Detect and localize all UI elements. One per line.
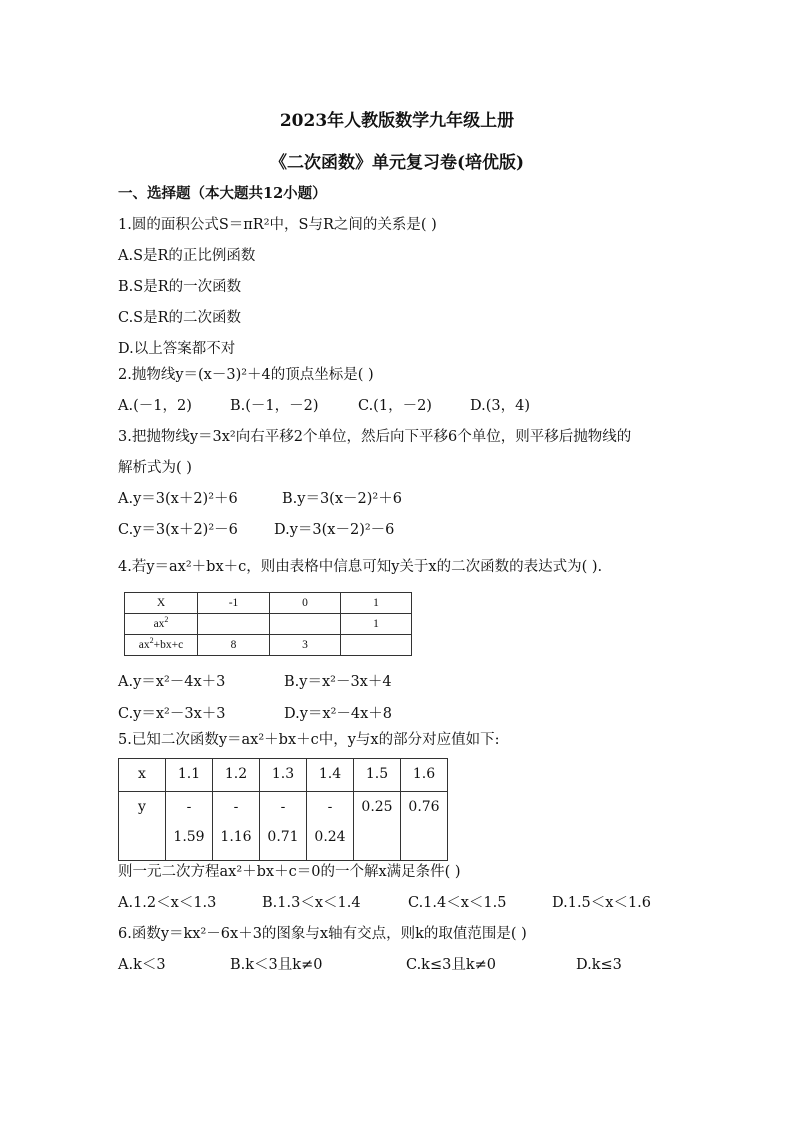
q6-option-d: D.k≤3 xyxy=(576,957,622,973)
q5-value: 0.71 xyxy=(267,829,299,845)
q4-cell-x-label: X xyxy=(125,593,198,614)
q4-label-exponent: 2 xyxy=(164,615,169,624)
q4-option-b: B.y＝x²－3x＋4 xyxy=(284,674,392,690)
q5-value: 1.59 xyxy=(173,829,205,845)
q5-cell xyxy=(307,792,354,861)
q5-cell: 1.2 xyxy=(213,759,260,792)
q2-stem: 2.抛物线y＝(x－3)²＋4的顶点坐标是( ) xyxy=(118,367,374,383)
q5-sign: - xyxy=(233,799,239,815)
q1-option-a: A.S是R的正比例函数 xyxy=(118,248,256,264)
q4-table-row-x xyxy=(125,593,412,614)
q4-cell: 3 xyxy=(270,635,341,656)
q5-cell-x-label: x xyxy=(119,759,166,792)
q1-option-d: D.以上答案都不对 xyxy=(118,341,236,357)
q4-label-exponent: 2 xyxy=(149,636,154,645)
q5-cell: 1.6 xyxy=(401,759,448,792)
q4-table-row-full xyxy=(125,635,412,656)
q5-cell: 1.5 xyxy=(354,759,401,792)
q1-option-c: C.S是R的二次函数 xyxy=(118,310,242,326)
q1-option-b: B.S是R的一次函数 xyxy=(118,279,242,295)
q5-cell: 1.3 xyxy=(260,759,307,792)
q6-option-c: C.k≤3且k≠0 xyxy=(406,957,497,973)
q4-option-a: A.y＝x²－4x＋3 xyxy=(118,674,226,690)
q4-cell: -1 xyxy=(198,593,270,614)
q4-cell: 8 xyxy=(198,635,270,656)
q6-stem: 6.函数y＝kx²－6x＋3的图象与x轴有交点，则k的取值范围是( ) xyxy=(118,926,527,942)
q5-option-d: D.1.5＜x＜1.6 xyxy=(552,895,652,911)
q5-cell xyxy=(213,792,260,861)
q3-option-d: D.y＝3(x－2)²－6 xyxy=(274,522,395,538)
q4-cell-full-label xyxy=(125,635,198,656)
q5-option-c: C.1.4＜x＜1.5 xyxy=(408,895,507,911)
q4-cell-ax2-label xyxy=(125,614,198,635)
q1-stem: 1.圆的面积公式S＝πR²中，S与R之间的关系是( ) xyxy=(118,217,437,233)
q2-option-a: A.(－1，2) xyxy=(118,398,192,414)
q4-cell: 1 xyxy=(341,614,412,635)
q4-option-c: C.y＝x²－3x＋3 xyxy=(118,706,226,722)
q2-option-c: C.(1，－2) xyxy=(358,398,432,414)
q5-value: 1.16 xyxy=(220,829,252,845)
q4-label-text: ax xyxy=(153,618,165,630)
section-heading: 一、选择题（本大题共12小题） xyxy=(118,185,327,202)
q5-sign: - xyxy=(327,799,333,815)
q4-label-text: ax xyxy=(138,639,150,651)
q5-cell xyxy=(401,792,448,861)
q5-value: 0.76 xyxy=(408,799,440,815)
q5-cell: 1.1 xyxy=(166,759,213,792)
q3-option-c: C.y＝3(x＋2)²－6 xyxy=(118,522,238,538)
q4-cell xyxy=(270,614,341,635)
q3-stem-line1: 3.把抛物线y＝3x²向右平移2个单位，然后向下平移6个单位，则平移后抛物线的 xyxy=(118,429,632,445)
q5-value: 0.25 xyxy=(361,799,393,815)
q4-cell xyxy=(341,635,412,656)
title-line-2: 《二次函数》单元复习卷(培优版) xyxy=(269,153,525,173)
q5-option-b: B.1.3＜x＜1.4 xyxy=(262,895,361,911)
q4-table-row-ax2 xyxy=(125,614,412,635)
q4-stem: 4.若y＝ax²＋bx＋c，则由表格中信息可知y关于x的二次函数的表达式为( ). xyxy=(118,559,603,575)
title-line-1: 2023年人教版数学九年级上册 xyxy=(279,111,515,131)
q5-cell xyxy=(354,792,401,861)
q4-cell xyxy=(198,614,270,635)
q5-cell xyxy=(260,792,307,861)
q5-value: 0.24 xyxy=(314,829,346,845)
q5-table-row-y xyxy=(119,792,448,861)
q5-sign: - xyxy=(186,799,192,815)
q5-y-label-text: y xyxy=(138,799,146,815)
q6-option-a: A.k＜3 xyxy=(118,957,166,973)
q4-label-tail: +bx+c xyxy=(153,639,184,651)
q4-cell: 0 xyxy=(270,593,341,614)
q5-table-row-x xyxy=(119,759,448,792)
q5-table xyxy=(118,758,448,861)
q4-table xyxy=(124,592,412,656)
q3-option-a: A.y＝3(x＋2)²＋6 xyxy=(118,491,238,507)
q5-cell-y-label xyxy=(119,792,166,861)
q3-stem-line2: 解析式为( ) xyxy=(118,460,192,476)
q5-cell xyxy=(166,792,213,861)
q5-sign: - xyxy=(280,799,286,815)
q5-followup: 则一元二次方程ax²＋bx＋c＝0的一个解x满足条件( ) xyxy=(118,864,461,880)
q5-stem: 5.已知二次函数y＝ax²＋bx＋c中，y与x的部分对应值如下: xyxy=(118,732,500,748)
q2-option-b: B.(－1，－2) xyxy=(230,398,319,414)
q4-cell: 1 xyxy=(341,593,412,614)
q4-option-d: D.y＝x²－4x＋8 xyxy=(284,706,393,722)
q5-option-a: A.1.2＜x＜1.3 xyxy=(118,895,217,911)
q5-cell: 1.4 xyxy=(307,759,354,792)
q3-option-b: B.y＝3(x－2)²＋6 xyxy=(282,491,402,507)
q6-option-b: B.k＜3且k≠0 xyxy=(230,957,323,973)
q2-option-d: D.(3，4) xyxy=(470,398,530,414)
